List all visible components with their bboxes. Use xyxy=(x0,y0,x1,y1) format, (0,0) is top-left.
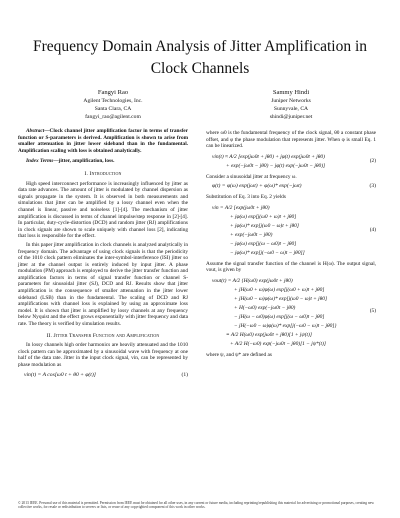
author-email: shindi@juniper.net xyxy=(269,114,313,120)
right-paragraph-2: Consider a sinusoidal jitter at frequency ω. xyxy=(206,173,297,180)
index-terms-label: Index Terms xyxy=(26,158,54,165)
equation-3-number: (3) xyxy=(369,183,376,190)
equation-3 xyxy=(206,183,376,190)
intro-paragraph-1: High speed interconnect performance is increasingly influenced by jitter as data rate advances. The amount of jitter is modulated by channel dispersion as signals propagate in the system. It is observed in both measurements and simulations that jitter can be amplified by a lossy channel even when the channel is linear, passive and noiseless [1]-[4]. The mechanism of jitter amplification is discussed in terms of channel impulse/step response in [2]-[4]. In particular, duty-cycle-distortion (DCD) and random jitter (RJ) amplifications in clock signals are shown to scale uniquely with channel loss [2], indicating that loss is responsible for the effect. xyxy=(18,180,188,240)
abstract-label: Abstract xyxy=(26,128,45,134)
author-name: Fangyi Rao xyxy=(97,89,129,96)
equation-4 xyxy=(206,204,376,258)
author-location: Santa Clara, CA xyxy=(94,106,132,112)
author-affiliation: Agilent Technologies, Inc. xyxy=(83,98,143,104)
equation-5-line: ≡ A/2 H(ω0) exp(jω0t + jθ0)[1 + jψ(t)] xyxy=(226,331,312,338)
paper-title: Frequency Domain Analysis of Jitter Amplification in Clock Channels xyxy=(32,38,368,77)
right-paragraph-1: where ω0 is the fundamental frequency of the clock signal, θ0 a constant phase offset, and φ the phase modulation that represents jitter. When φ is small Eq. 1 can be linearized. xyxy=(206,130,376,150)
equation-5-line: vout(t) = A/2 {H(ω0) exp(jω0t + jθ0) xyxy=(212,277,293,284)
author-name: Sammy Hindi xyxy=(272,89,310,96)
equation-4-line: vin = A/2 [exp(jω0t + jθ0) xyxy=(212,204,270,211)
index-terms xyxy=(18,158,188,165)
equation-1-body: vin(t) = A cos[ω0 t + θ0 + φ(t)] xyxy=(24,371,96,378)
equation-5-line: + A/2 H(−ω0) exp(−jω0t − jθ0)[1 − jψ*(t)] xyxy=(230,340,326,347)
author-affiliation: Juniper Networks xyxy=(271,98,311,104)
left-column xyxy=(18,128,188,382)
copyright-footer: © 2013 IEEE. Personal use of this material is permitted. Permission from IEEE must be obtained for all other uses, in any current or future media, including reprinting/republishing this material for advertising or promotional purposes, creating new collective works, for resale or redistribution to servers or lists, or reuse of any copyrighted component of this work in other works. xyxy=(18,501,374,510)
equation-5 xyxy=(206,277,376,349)
right-paragraph-5: where ψ, and ψ* are defined as xyxy=(206,351,272,358)
equation-4-line: + jφ(ω)* exp[j(ω0 − ω)t + jθ0] xyxy=(230,222,299,229)
index-terms-text: —jitter, amplification, loss. xyxy=(53,158,115,165)
intro-paragraph-2: In this paper jitter amplification in clock channels is analyzed analytically in frequency domain. The advantage of using clock signals is that the periodicity of the 1010 clock pattern eliminates the inter-symbol-interference (ISI) jitter so jitter at the channel output is entirely induced by input jitter. A phase modulation (PM) approach is employed to derive the jitter transfer function and amplification factors in terms of signal transfer function or channel S-parameters for sinusoidal jitter (SJ), DCD and RJ. Results show that jitter amplification is the consequence of smaller attenuation in the jitter lower sideband (LSB) than in the fundamental. The scaling of DCD and RJ amplifications with channel loss is explained by using an approximate loss model. It is shown that jitter is amplified by lossy channels at any frequency below Nyquist and the effect grows exponentially with jitter frequency and data rate. The theory is verified by simulation results. xyxy=(18,241,188,328)
equation-4-number: (4) xyxy=(369,226,376,233)
equation-2 xyxy=(206,153,376,171)
equation-4-line: − jφ(ω) exp[j(ω − ω0)t − jθ0] xyxy=(230,240,297,247)
equation-1-number: (1) xyxy=(181,371,188,378)
equation-5-number: (5) xyxy=(369,307,376,314)
author-2 xyxy=(216,88,366,121)
right-column xyxy=(206,130,376,361)
equation-2-line-1: vin(t) ≈ A/2 [exp(jω0t + jθ0) + jφ(t) exp(jω0t + jθ0) xyxy=(212,153,325,160)
equation-2-line-2: + exp(−jω0t − jθ0) − jφ(t) exp(−jω0t − jθ0)] xyxy=(226,162,326,169)
equation-5-line: − jH(−ω0 − ω)φ(ω)* exp[j(−ω0 − ω)t − jθ0]} xyxy=(234,322,337,329)
equation-2-number: (2) xyxy=(369,157,376,164)
equation-4-line: − jφ(ω)* exp[j(−ω0 − ω)t − jθ0]] xyxy=(230,249,305,256)
equation-5-line: − jH(ω − ω0)φ(ω) exp[j(ω − ω0)t − jθ0] xyxy=(234,313,325,320)
equation-3-body: φ(t) = φ(ω) exp(jωt) + φ(ω)* exp(−jωt) xyxy=(212,183,302,190)
section-heading-introduction: I. Introduction xyxy=(84,170,122,177)
equation-4-line: + exp(−jω0t − jθ0) xyxy=(230,231,273,238)
equation-5-line: + H(−ω0) exp(−jω0t − jθ0) xyxy=(234,304,296,311)
right-paragraph-4: Assume the signal transfer function of the channel is H(ω). The output signal, vout, is given by xyxy=(206,260,376,274)
section-heading-jitter-transfer: II. Jitter Transfer Function and Amplification xyxy=(46,332,160,339)
author-location: Sunnyvale, CA xyxy=(273,106,309,112)
equation-4-line: + jφ(ω) exp[j(ω0 + ω)t + jθ0] xyxy=(230,213,297,220)
right-paragraph-3: Substitution of Eq. 3 into Eq. 2 yields xyxy=(206,193,286,200)
equation-5-line: + jH(ω0 − ω)φ(ω)* exp[j(ω0 − ω)t + jθ0] xyxy=(234,295,328,302)
abstract-text: —Clock channel jitter amplification factor in terms of transfer function or S-parameters is derived. Amplification is shown to arise from smaller attenuation in jitter lower sideband than in the fundamental. Amplification scaling with loss is obtained analytically. xyxy=(18,128,188,154)
author-email: fangyi_rao@agilent.com xyxy=(85,114,141,120)
equation-1 xyxy=(18,372,188,379)
equation-5-line: + jH(ω0 + ω)φ(ω) exp[j(ω0 + ω)t + jθ0] xyxy=(234,286,325,293)
abstract xyxy=(18,128,188,154)
section2-paragraph-1: In lossy channels high order harmonics are heavily attenuated and the 1010 clock pattern can be approximated by a sinusoidal wave with frequency at one half of the data rate. Jitter in the input clock signal, vin, can be represented by phase modulation as xyxy=(18,342,188,368)
author-1 xyxy=(38,88,188,121)
